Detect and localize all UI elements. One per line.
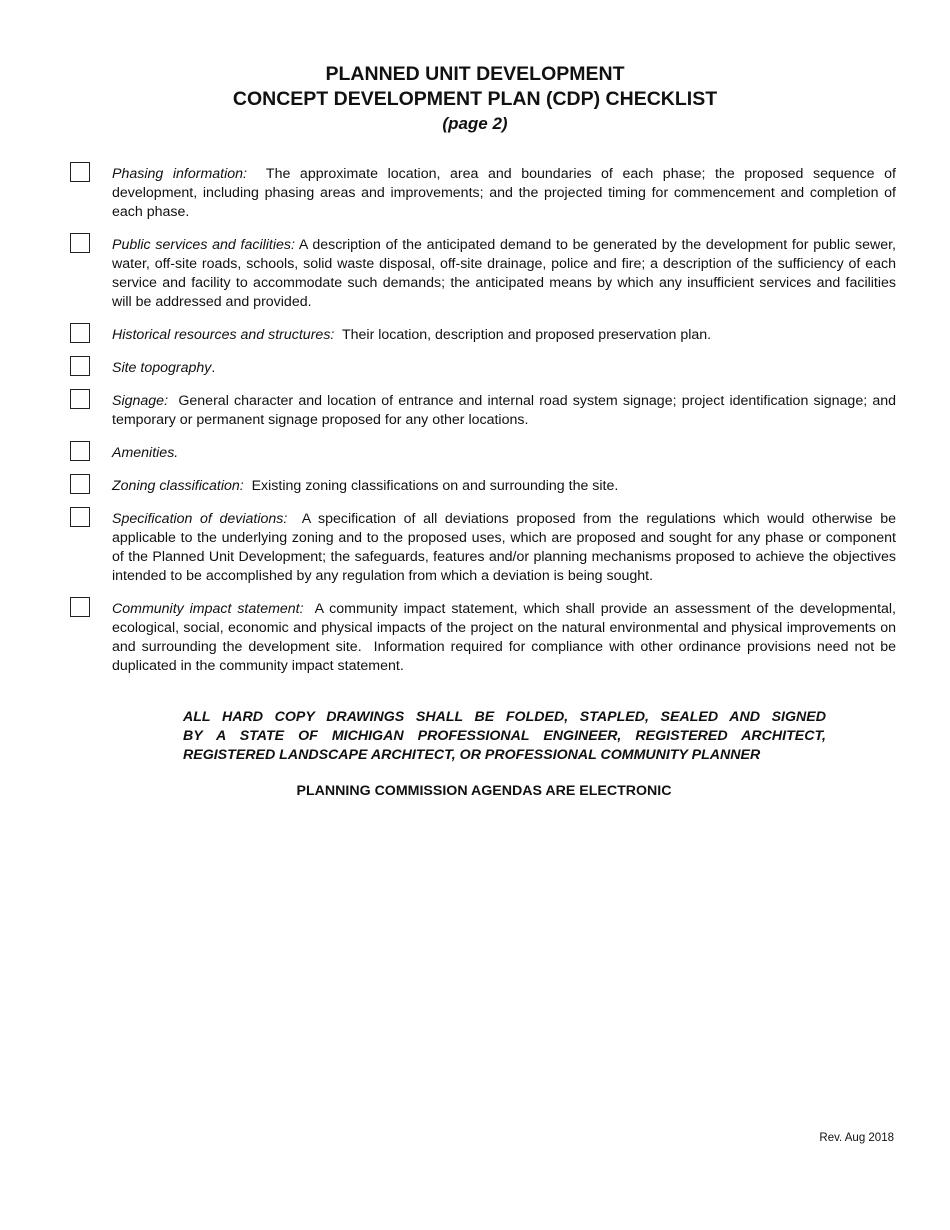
item-label: Zoning classification: <box>112 478 244 494</box>
checklist <box>70 165 900 690</box>
item-label: Phasing information: <box>112 166 247 182</box>
checklist-item-amenities <box>70 444 896 463</box>
item-description: General character and location of entrance and internal road system signage; project identification signage; and temporary or permanent signage proposed for any other locations. <box>112 393 900 428</box>
item-label: Historical resources and structures: <box>112 327 335 343</box>
item-description: A specification of all deviations proposed from the regulations which would otherwise be applicable to the underlying zoning and to the proposed uses, which are proposed and sought for any phase or component of the Planned Unit Development; the safeguards, features and/or planning mechanisms proposed to achieve the objectives intended to be accomplished by any regulation from which a deviation is being sought. <box>112 511 900 584</box>
item-description: The approximate location, area and boundaries of each phase; the proposed sequence of development, including phasing areas and improvements; and the projected timing for commencement and completion of each phase. <box>112 166 900 220</box>
revision-date: Rev. Aug 2018 <box>819 1132 894 1144</box>
agenda-notice: PLANNING COMMISSION AGENDAS ARE ELECTRONIC <box>296 783 672 799</box>
item-label: Site topography <box>112 360 212 376</box>
item-label: Public services and facilities: <box>112 237 295 253</box>
item-description: A description of the anticipated demand to be generated by the development for public sewer, water, off-site roads, schools, solid waste disposal, off-site drainage, police and fire; a description of the sufficiency of each service and facility to accommodate such demands; the anticipated means by which any insufficient services and facilities will be addressed and provided. <box>112 237 900 310</box>
checkbox-zoning[interactable] <box>70 474 90 494</box>
checkbox-deviations[interactable] <box>70 507 90 527</box>
page-title-line-1: PLANNED UNIT DEVELOPMENT <box>325 63 625 85</box>
checkbox-historical[interactable] <box>70 323 90 343</box>
checkbox-topography[interactable] <box>70 356 90 376</box>
checklist-item-historical <box>70 326 896 345</box>
checklist-item-signage <box>70 392 900 430</box>
checklist-item-topography <box>70 359 896 378</box>
checkbox-amenities[interactable] <box>70 441 90 461</box>
item-description: Existing zoning classifications on and surrounding the site. <box>243 478 619 494</box>
notice-line-3: REGISTERED LANDSCAPE ARCHITECT, OR PROFESSIONAL COMMUNITY PLANNER <box>183 747 761 763</box>
drawing-requirements-notice <box>183 708 826 765</box>
checklist-item-public-services <box>70 236 900 312</box>
item-description: Their location, description and proposed preservation plan. <box>334 327 712 343</box>
notice-line-1: ALL HARD COPY DRAWINGS SHALL BE FOLDED, STAPLED, SEALED AND SIGNED <box>183 709 826 725</box>
document-header <box>0 62 950 135</box>
item-label: Amenities. <box>112 445 179 461</box>
item-description: A community impact statement, which shall provide an assessment of the developmental, ecological, social, economic and physical impacts of the project on the natural environmental and physical improvements on and surrounding the development site. Information required for compliance with other ordinance provisions need not be duplicated in the community impact statement. <box>112 601 900 674</box>
checklist-item-zoning <box>70 477 896 496</box>
checklist-item-deviations <box>70 510 900 586</box>
checkbox-community-impact[interactable] <box>70 597 90 617</box>
item-label: Specification of deviations: <box>112 511 288 527</box>
checklist-item-community-impact <box>70 600 900 676</box>
notice-line-2: BY A STATE OF MICHIGAN PROFESSIONAL ENGINEER, REGISTERED ARCHITECT, <box>183 728 826 744</box>
page-title-line-2: CONCEPT DEVELOPMENT PLAN (CDP) CHECKLIST <box>232 88 718 110</box>
checkbox-public-services[interactable] <box>70 233 90 253</box>
page-subtitle: (page 2) <box>442 114 508 133</box>
checklist-item-phasing <box>70 165 900 222</box>
item-description: . <box>211 360 216 376</box>
item-label: Signage: <box>112 393 169 409</box>
checkbox-phasing[interactable] <box>70 162 90 182</box>
item-label: Community impact statement: <box>112 601 304 617</box>
checkbox-signage[interactable] <box>70 389 90 409</box>
